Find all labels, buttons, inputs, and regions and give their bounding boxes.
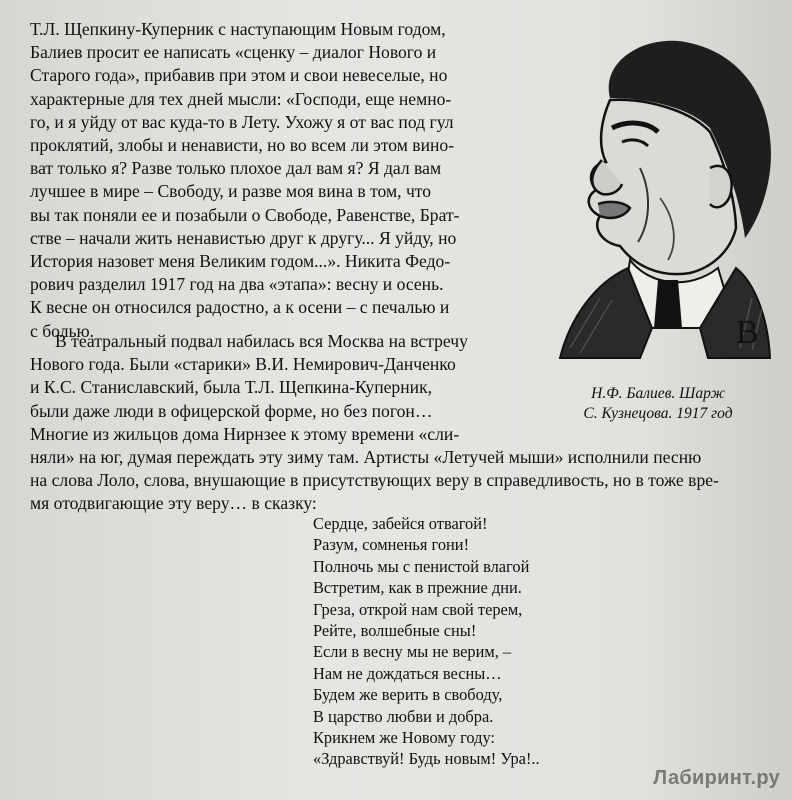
text-line: с болью. xyxy=(30,320,95,341)
text-line: проклятий, злобы и ненависти, но во всем ли этом вино- xyxy=(30,135,455,156)
image-caption xyxy=(538,384,778,424)
text-line: Балиев просит ее написать «сценку – диалог Нового и xyxy=(30,42,437,63)
text-line: В театральный подвал набилась вся Москва на встречу xyxy=(55,331,468,351)
text-line: были даже люди в офицерской форме, но без погон… xyxy=(30,400,433,421)
poem-line: Если в весну мы не верим, – xyxy=(313,642,512,662)
poem-line: Разум, сомненья гони! xyxy=(313,535,470,555)
text-line: го, и я уйду от вас куда-то в Лету. Ухожу я от вас под гул xyxy=(30,111,454,132)
caricature-illustration xyxy=(540,28,780,368)
text-line: мя отодвигающие эту веру… в сказку: xyxy=(30,493,317,514)
caption-line: Н.Ф. Балиев. Шарж xyxy=(591,385,725,402)
text-line: ват только я? Разве только плохое дал вам я? Я дал вам xyxy=(30,158,442,179)
text-line: Нового года. Были «старики» В.И. Немирович-Данченко xyxy=(30,354,456,375)
text-line: и К.С. Станиславский, была Т.Л. Щепкина-Куперник, xyxy=(30,377,433,398)
text-line: лучшее в мире – Свободу, и разве моя вина в том, что xyxy=(30,181,432,202)
text-line: рович разделил 1917 год на два «этапа»: весну и осень. xyxy=(30,274,444,295)
text-line: няли» на юг, думая переждать эту зиму там. Артисты «Летучей мыши» исполнили песню xyxy=(30,447,702,468)
poem-line: Полночь мы с пенистой влагой xyxy=(313,556,530,576)
text-line: стве – начали жить ненавистью друг к другу... Я уйду, но xyxy=(30,227,457,248)
text-line: История назовет меня Великим годом...». Никита Федо- xyxy=(30,251,451,272)
poem-line: Сердце, забейся отвагой! xyxy=(313,514,488,533)
text-line: Старого года», прибавив при этом и свои невеселые, но xyxy=(30,65,448,86)
text-line: вы так поняли ее и позабыли о Свободе, Равенстве, Брат- xyxy=(30,204,460,225)
text-line: Т.Л. Щепкину-Куперник с наступающим Новым годом, xyxy=(30,19,446,39)
poem-line: Рейте, волшебные сны! xyxy=(313,621,477,641)
text-line: на слова Лоло, слова, внушающие в присутствующих веру в справедливость, но в тоже вре- xyxy=(30,470,719,491)
poem-line: Нам не дождаться весны… xyxy=(313,663,502,683)
poem-line: Греза, открой нам свой терем, xyxy=(313,599,523,619)
caption-line: С. Кузнецова. 1917 год xyxy=(583,405,733,422)
text-line: К весне он относился радостно, а к осени – с печалью и xyxy=(30,297,450,318)
caricature-portrait xyxy=(540,28,780,368)
text-line: Многие из жильцов дома Нирнзее к этому времени «сли- xyxy=(30,423,460,444)
paragraph-1 xyxy=(30,18,520,343)
artist-signature: В xyxy=(736,314,759,351)
text-line: характерные для тех дней мысли: «Господи, еще немно- xyxy=(30,88,452,109)
labirint-watermark: Лабиринт.ру xyxy=(653,767,780,789)
poem-line: Будем же верить в свободу, xyxy=(313,685,503,705)
poem-line: Крикнем же Новому году: xyxy=(313,728,495,748)
poem-line: В царство любви и добра. xyxy=(313,706,494,726)
poem xyxy=(313,513,540,770)
poem-line: Встретим, как в прежние дни. xyxy=(313,578,522,598)
poem-line: «Здравствуй! Будь новым! Ура!.. xyxy=(313,749,540,769)
